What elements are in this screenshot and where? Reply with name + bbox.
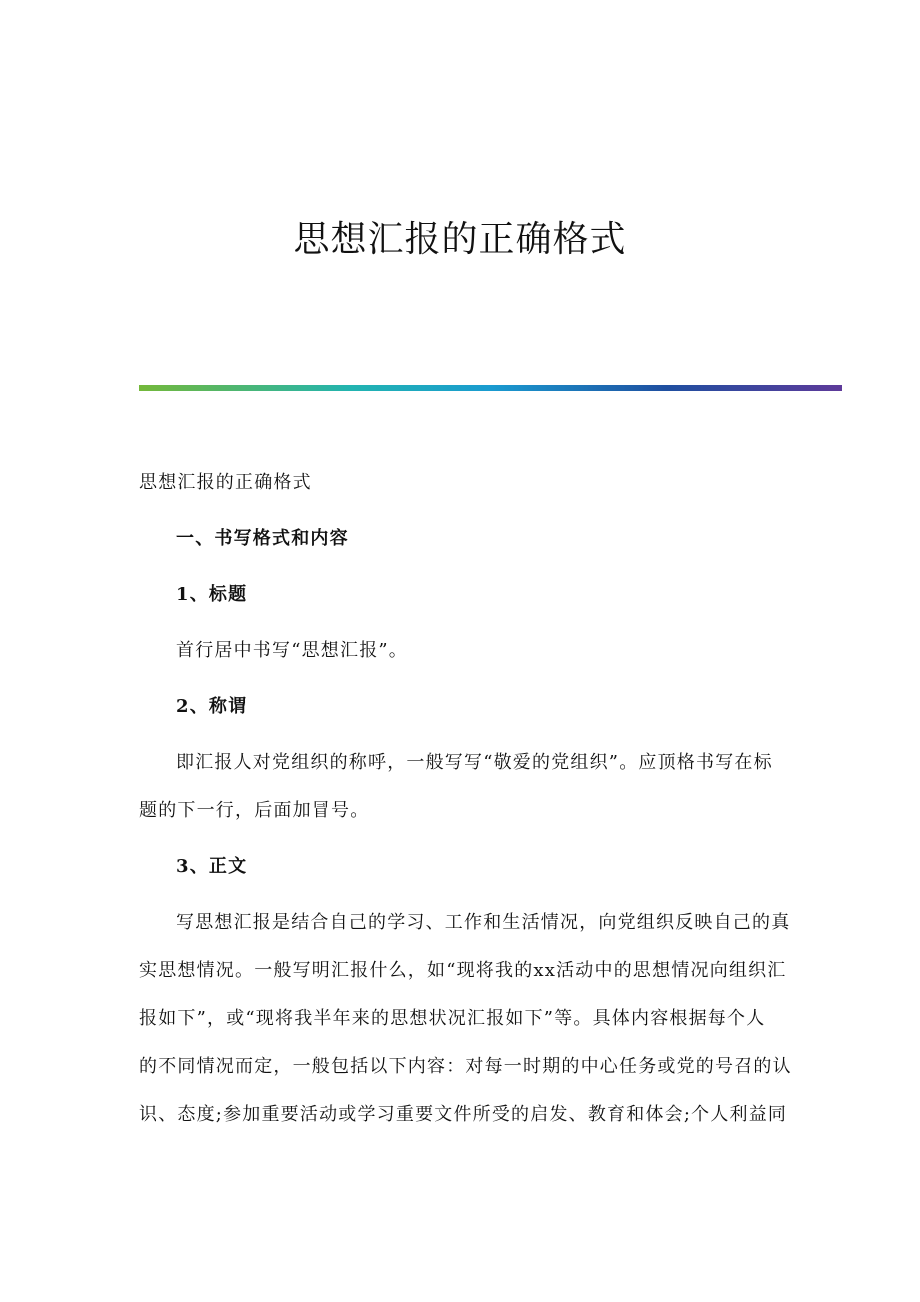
paragraph-line: 实思想情况。一般写明汇报什么，如“现将我的xx活动中的思想情况向组织汇 [139, 960, 787, 981]
paragraph-line: 即汇报人对党组织的称呼，一般写写“敬爱的党组织”。应顶格书写在标 [176, 752, 773, 773]
paragraph-line: 首行居中书写“思想汇报”。 [176, 640, 409, 661]
paragraph-line: 报如下”，或“现将我半年来的思想状况汇报如下”等。具体内容根据每个人 [139, 1008, 766, 1029]
paragraph-line: 题的下一行，后面加冒号。 [139, 800, 370, 821]
subsection-heading-title: 1、标题 [176, 584, 248, 605]
paragraph-line: 识、态度;参加重要活动或学习重要文件所受的启发、教育和体会;个人利益同 [139, 1104, 788, 1125]
section-heading: 一、书写格式和内容 [176, 528, 349, 549]
subtitle-line: 思想汇报的正确格式 [139, 472, 312, 493]
gradient-divider [139, 385, 842, 391]
document-title: 思想汇报的正确格式 [293, 219, 627, 260]
paragraph-line: 写思想汇报是结合自己的学习、工作和生活情况，向党组织反映自己的真 [176, 912, 791, 933]
paragraph-line: 的不同情况而定，一般包括以下内容：对每一时期的中心任务或党的号召的认 [139, 1056, 792, 1077]
subsection-heading-salutation: 2、称谓 [176, 696, 248, 717]
subsection-heading-body: 3、正文 [176, 856, 248, 877]
